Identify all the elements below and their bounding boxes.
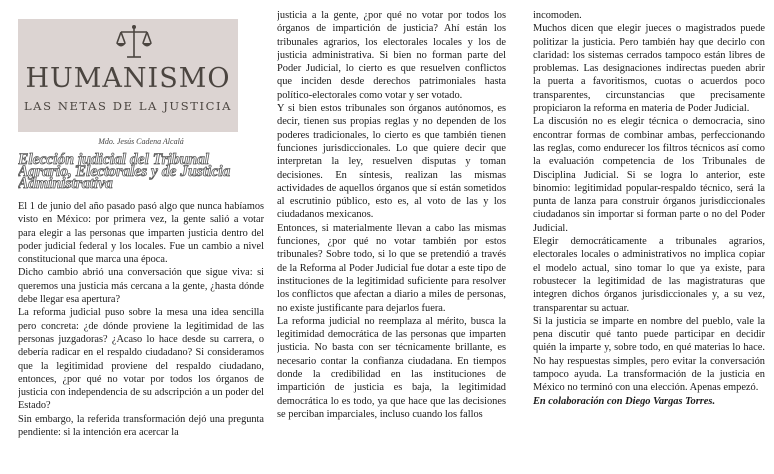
brand-name: HUMANISMO bbox=[25, 63, 231, 94]
paragraph: Si la justicia se imparte en nombre del pueblo, vale la pena discutir qué tanto puede participar en decidir quién la imparte y, sobre todo, en qué materias lo hace. No hay respuestas simples, pero evitar la conversación tampoco ayuda. La transformación de la justicia en México no terminó con una elección. Apenas empezó. bbox=[533, 315, 765, 394]
scales-of-justice-icon bbox=[114, 23, 154, 63]
paragraph: La reforma judicial puso sobre la mesa una idea sencilla pero concreta: ¿de dónde proviene la legitimidad de las personas juzgadoras? ¿Acaso lo hace desde su carrera, o debería radicar en el respaldo ciudadano? Si consideramos que la legitimidad proviene del respaldo ciudadano, entonces, ¿por qué no votar por todos los órganos de justicia con independencia de su adscripción a un poder del Estado? bbox=[18, 307, 264, 412]
paragraph: La reforma judicial no reemplaza al mérito, busca la legitimidad democrática de las personas que imparten justicia. No basta con ser técnicamente brillante, es necesario contar la confianza ciudadana. En tiempos donde la credibilidad en las instituciones de impartición de justicia es baja, la legitimidad democrática lo es todo, ya que hace que las decisiones se perciban imparciales, incluso cuando los fallos bbox=[277, 315, 506, 420]
paragraph: Sin embargo, la referida transformación dejó una pregunta pendiente: si la intención era acercar la bbox=[18, 413, 264, 439]
brand-tagline: LAS NETAS DE LA JUSTICIA bbox=[23, 99, 233, 113]
article-headline: Elección judicial del Tribunal Agrario, Electorales y de Justicia Administrativa bbox=[18, 151, 231, 192]
paragraph: El 1 de junio del año pasado pasó algo que nunca habíamos visto en México: por primera vez, la gente salió a votar para elegir a las personas que imparten justicia dentro del poder judicial federal y los locales. Fue un cambio a nivel constitucional que marca una época. bbox=[18, 201, 264, 266]
paragraph: Elegir democráticamente a tribunales agrarios, electorales locales o administrativos no implica copiar el modelo actual, sino tomar lo que ya existe, para robustecer la legitimidad de las magistraturas que integren dichos órganos jurisdiccionales y, a su vez, transparentar su actuar. bbox=[533, 236, 765, 314]
collaboration-credit: En colaboración con Diego Vargas Torres. bbox=[533, 395, 716, 407]
paragraph: justicia a la gente, ¿por qué no votar por todos los órganos de impartición de justicia? Ahí están los tribunales agrarios, los electorales locales y los de justicia administrativa. Si bien no forman parte del Poder Judicial, lo cierto es que resuelven conflictos que inciden desde derechos patrimoniales hasta político-electorales como votar y ser votado. bbox=[277, 10, 506, 101]
paragraph: incomoden. bbox=[533, 10, 582, 21]
author-byline: Mdo. Jesús Cadena Alcalá bbox=[98, 137, 184, 146]
paragraph: La discusión no es elegir técnica o democracia, sino encontrar formas de combinar ambas, perfeccionando las reglas, como endurecer los filtros técnicos así como la evaluación competencia de los Tribunales de Disciplina Judicial. Si se logra lo anterior, este binomio: legitimidad popular-respaldo técnico, será la punta de lanza para construir órganos jurisdiccionales ciudadanos sin importar si forman parte o no del Poder Judicial. bbox=[533, 116, 765, 234]
humanismo-logo bbox=[18, 19, 238, 132]
column-2 bbox=[277, 9, 506, 474]
paragraph: Entonces, si materialmente llevan a cabo las mismas funciones, ¿por qué no votar también por estos tribunales? Sobre todo, si lo que se pretendió a través de la Reforma al Poder Judicial fue dotar a este tipo de instituciones de la legitimidad suficiente para resolver los conflictos que afectan a diario a miles de personas, no existe justificante para dejarlos fuera. bbox=[277, 222, 506, 314]
column-3 bbox=[533, 9, 765, 474]
paragraph: Y si bien estos tribunales son órganos autónomos, es decir, tienen sus propias reglas y no dependen de los poderes tradicionales, lo cierto es que también tienen funciones jurisdiccionales. Lo que quiere decir que interpretan la ley, resuelven disputas y toman decisiones. En síntesis, realizan las mismas actividades de aquellos órganos que sí están sometidos al escrutinio público, esto es, al voto de las y los ciudadanos mexicanos. bbox=[277, 103, 506, 221]
column-1 bbox=[18, 0, 264, 474]
paragraph: Muchos dicen que elegir jueces o magistrados puede politizar la justicia. Pero también hay que decirlo con claridad: los sistemas cerrados tampoco están libres de problemas. Las designaciones indirectas pueden abrir la puerta a favoritismos, cuotas o acuerdos poco transparentes, circunstancias que precisamente propiciaron la reforma en materia de Poder Judicial. bbox=[533, 23, 765, 115]
paragraph: Dicho cambio abrió una conversación que sigue viva: si queremos una justicia más cercana a la gente, ¿hasta dónde debe llegar esa apertura? bbox=[18, 267, 264, 306]
